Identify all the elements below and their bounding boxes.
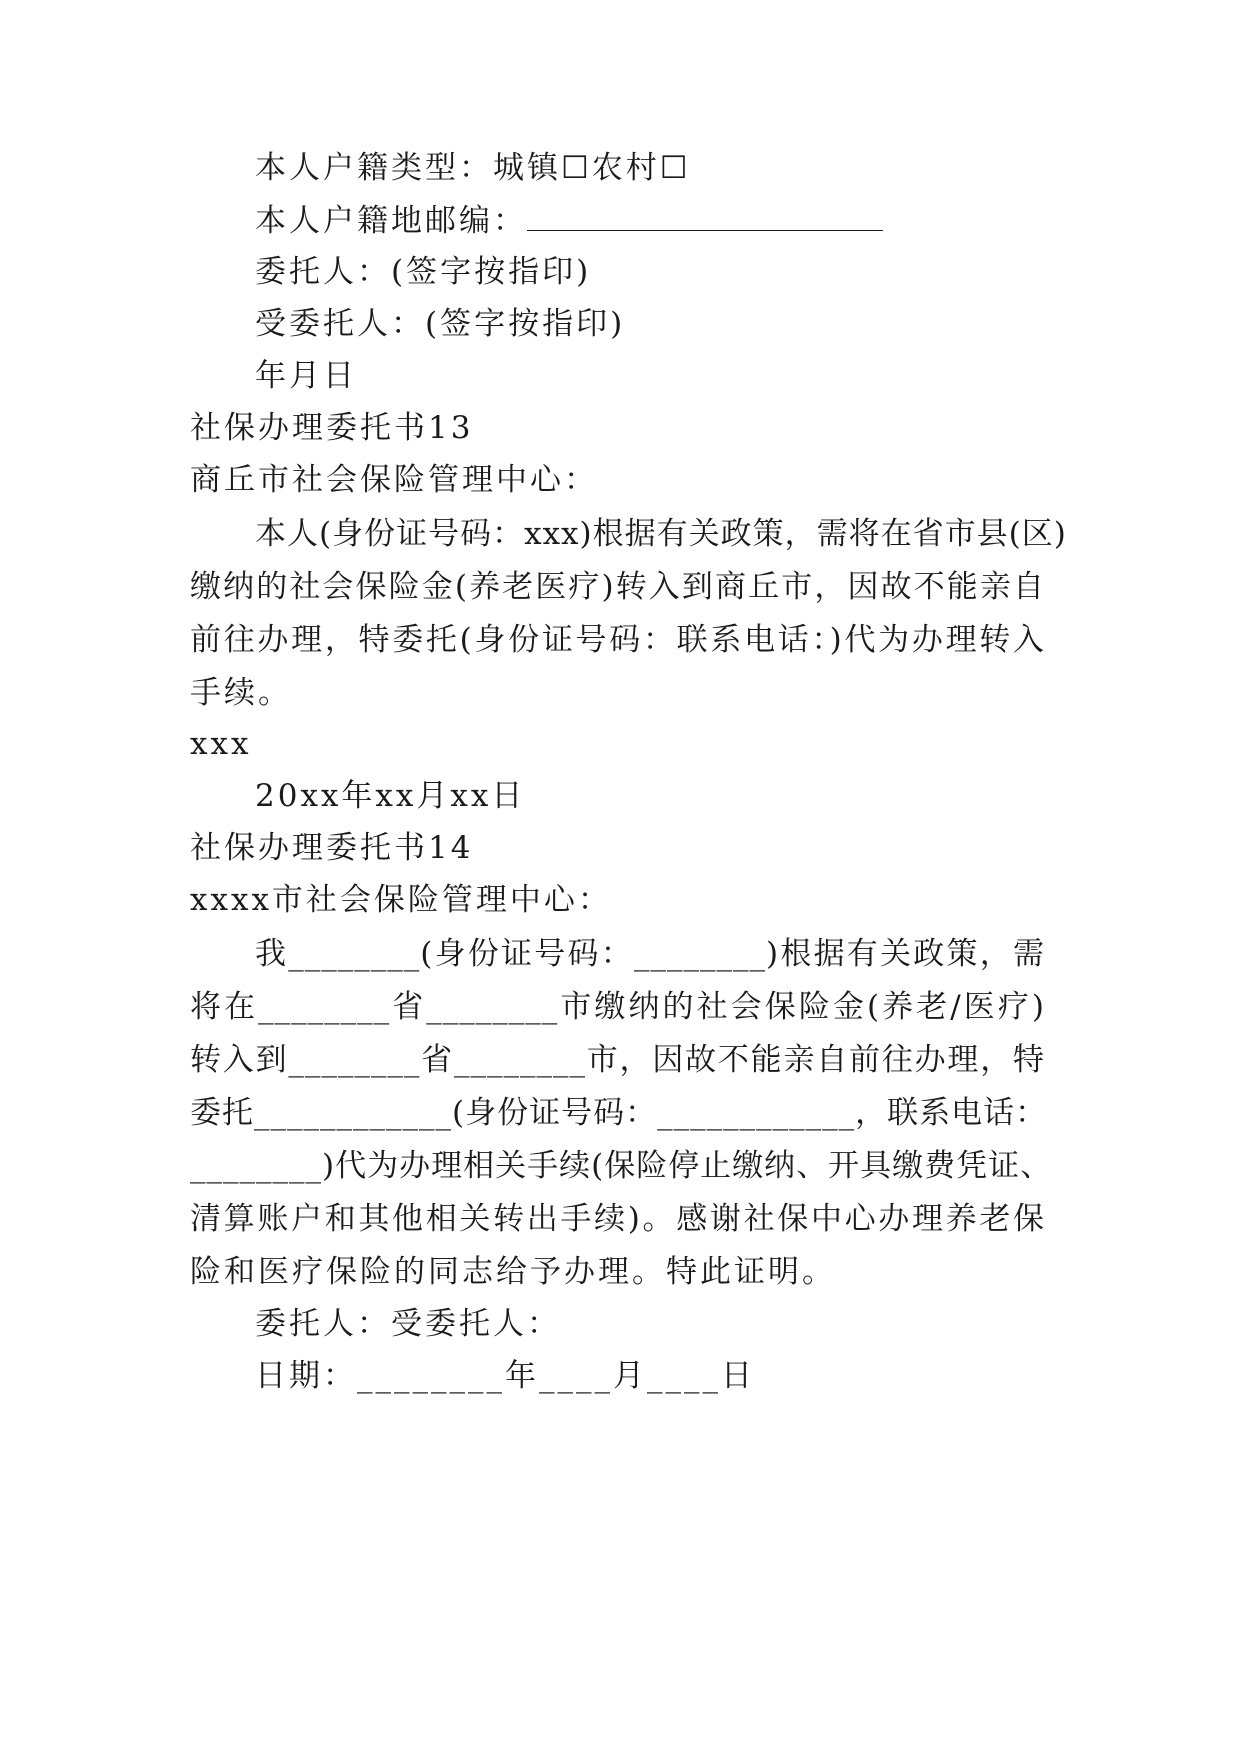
body-13-line-2: 缴纳的社会保险金(养老医疗)转入到商丘市，因故不能亲自 [190,569,1045,605]
section-title-14: 社保办理委托书14 [190,830,474,866]
body-14-line-2: 将在________省________市缴纳的社会保险金(养老/医疗) [190,989,1045,1025]
body-14-line-7: 险和医疗保险的同志给予办理。特此证明。 [190,1254,836,1290]
body-13-line-3: 前往办理，特委托(身份证号码：联系电话：)代为办理转入 [190,622,1045,658]
addressee-14: xxxx市社会保险管理中心： [190,882,612,918]
postcode-label: 本人户籍地邮编： [255,203,527,239]
postcode-line [255,200,1155,240]
body-14-line-5: ________)代为办理相关手续(保险停止缴纳、开具缴费凭证、 [190,1148,1053,1184]
postcode-blank [527,200,883,231]
signature-13: xxx [190,726,252,762]
body-13-line-4: 手续。 [190,675,292,711]
body-14-line-1: 我________(身份证号码：________)根据有关政策，需 [255,936,1045,972]
principal-sign-line: 委托人：(签字按指印) [255,254,592,290]
body-14-line-6: 清算账户和其他相关转出手续)。感谢社保中心办理养老保 [190,1201,1045,1237]
section-title-13: 社保办理委托书13 [190,410,474,446]
body-14-line-4: 委托____________(身份证号码：____________，联系电话： [190,1095,1048,1131]
addressee-13: 商丘市社会保险管理中心： [190,462,598,498]
agent-sign-line: 受委托人：(签字按指印) [255,306,626,342]
date-line: 年月日 [255,358,357,394]
date-14: 日期：________年____月____日 [255,1358,755,1394]
date-13: 20xx年xx月xx日 [255,778,526,814]
body-14-line-3: 转入到________省________市，因故不能亲自前往办理，特 [190,1042,1045,1078]
body-13-line-1: 本人(身份证号码：xxx)根据有关政策，需将在省市县(区) [255,516,1067,552]
principal-agent-line: 委托人：受委托人： [255,1306,561,1342]
household-type-line: 本人户籍类型：城镇☐农村☐ [255,150,691,186]
